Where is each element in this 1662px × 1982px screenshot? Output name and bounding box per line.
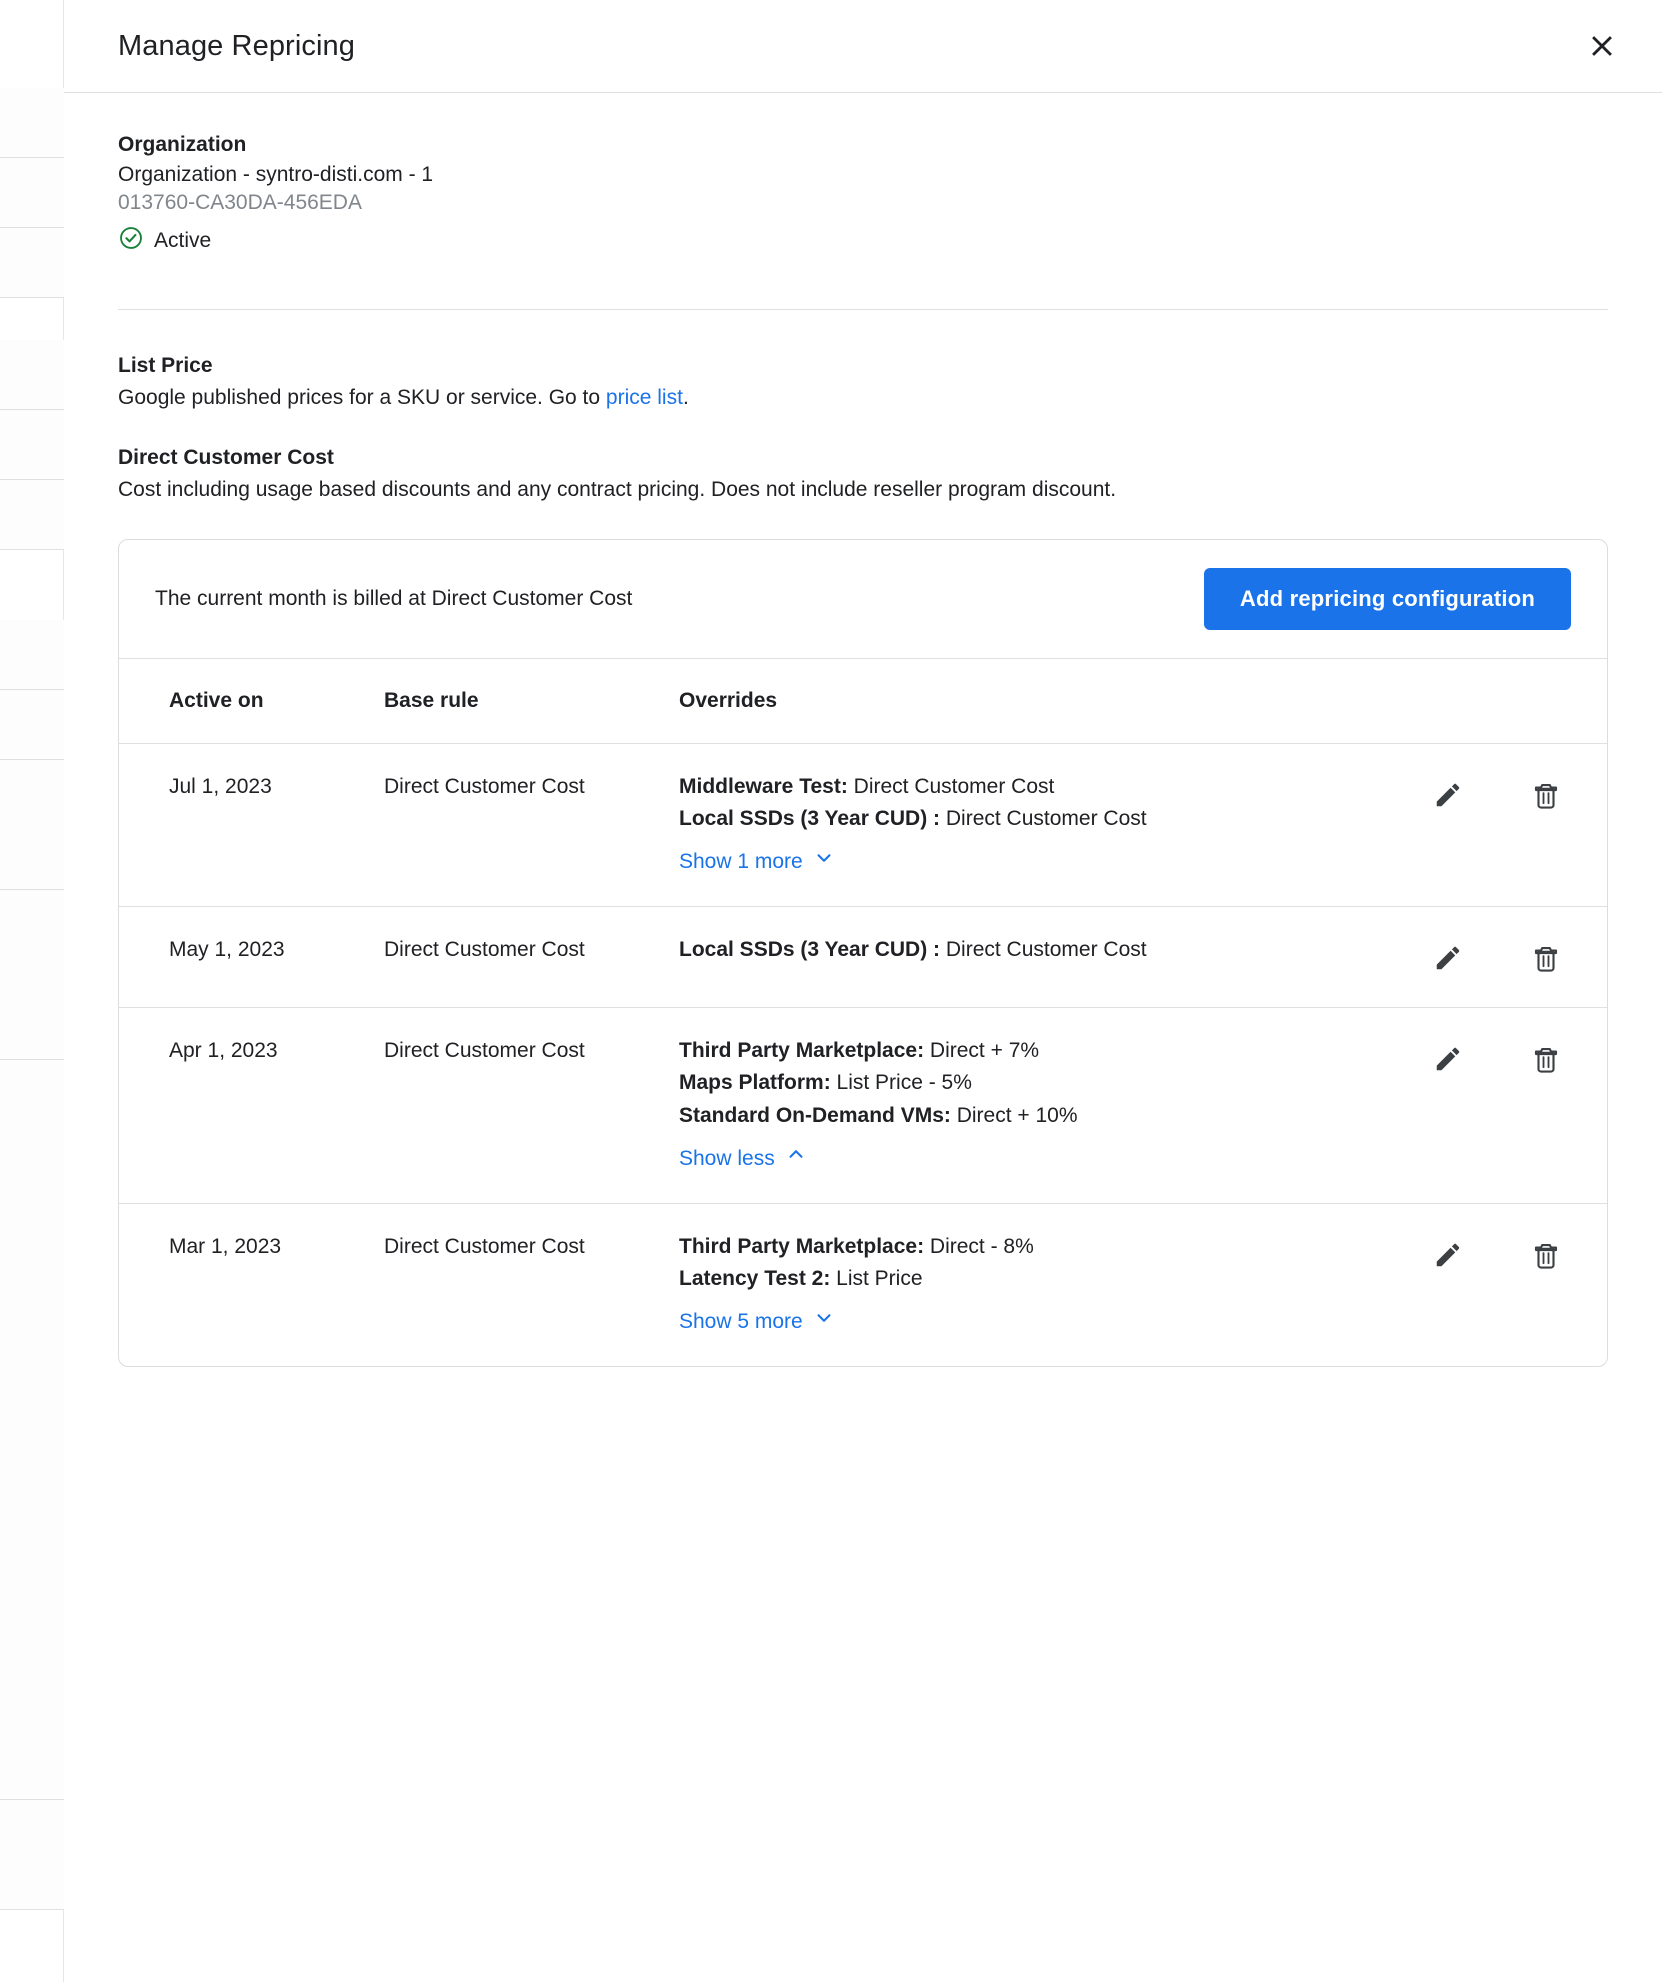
show-more-label: Show 1 more [679,850,803,874]
repricing-table [119,659,1607,1366]
override-item [679,1036,1357,1066]
backdrop-rows [0,0,64,1982]
override-label: Local SSDs (3 Year CUD) : [679,807,941,831]
list-price-description [118,384,1608,412]
override-value: List Price - 5% [830,1071,972,1095]
override-label: Third Party Marketplace: [679,1234,925,1258]
cell-overrides [679,1203,1357,1366]
override-item [679,935,1357,965]
check-circle-icon [118,225,144,257]
show-less-label: Show less [679,1146,775,1170]
table-body [119,743,1607,1366]
table-row [119,907,1607,1008]
override-item [679,1068,1357,1098]
page-title: Manage Repricing [118,29,355,62]
price-list-link[interactable]: price list [605,386,683,409]
cell-active-on: Apr 1, 2023 [169,1039,278,1062]
override-value: Direct + 7% [924,1039,1040,1062]
backdrop-row [0,760,64,890]
list-price-description-suffix: . [682,386,689,409]
organization-label: Organization [118,133,247,156]
billing-notice: The current month is billed at Direct Customer Cost [155,586,633,610]
show-less-toggle[interactable] [679,1143,807,1174]
cell-overrides [679,1008,1357,1204]
trash-icon[interactable] [1525,1234,1567,1276]
override-value: Direct - 8% [924,1234,1034,1258]
organization-section [118,133,1608,257]
list-price-title: List Price [118,354,213,377]
override-item [679,772,1357,802]
column-header-overrides: Overrides [679,688,778,712]
override-label: Latency Test 2: [679,1267,831,1291]
override-item [679,1101,1357,1131]
cell-active-on: Jul 1, 2023 [169,774,272,798]
trash-icon[interactable] [1525,774,1567,816]
backdrop-row [0,690,64,760]
cell-overrides [679,907,1357,1008]
trash-icon[interactable] [1525,937,1567,979]
override-value: Direct + 10% [950,1103,1078,1127]
override-value: Direct Customer Cost [940,807,1147,831]
override-label: Middleware Test: [679,774,848,798]
status-badge [118,225,1608,257]
show-more-label: Show 5 more [679,1310,803,1334]
backdrop-row [0,480,64,550]
cell-active-on: Mar 1, 2023 [169,1234,282,1258]
section-divider [118,309,1608,310]
dialog-body [64,93,1662,1367]
repricing-card [118,539,1608,1367]
direct-customer-cost-title: Direct Customer Cost [118,446,334,470]
cell-base-rule: Direct Customer Cost [384,938,585,961]
cell-actions [1357,743,1607,906]
table-row [119,743,1607,906]
table-row [119,1203,1607,1366]
override-label: Maps Platform: [679,1071,831,1095]
cell-base-rule: Direct Customer Cost [384,1039,585,1062]
pencil-icon[interactable] [1427,937,1469,979]
cell-overrides [679,743,1357,906]
dialog-header [64,0,1662,93]
cell-base-rule: Direct Customer Cost [384,1234,585,1258]
backdrop-row [0,410,64,480]
add-repricing-configuration-button[interactable]: Add repricing configuration [1204,568,1571,630]
direct-customer-cost-description: Cost including usage based discounts and any contract pricing. Does not include reseller program discount. [118,478,1117,502]
pencil-icon[interactable] [1427,1234,1469,1276]
override-item [679,804,1357,834]
cell-actions [1357,1008,1607,1204]
show-more-toggle[interactable] [679,1307,835,1338]
close-icon[interactable] [1576,20,1628,72]
override-label: Standard On-Demand VMs: [679,1103,951,1127]
table-row [119,1008,1607,1204]
override-item [679,1232,1357,1262]
backdrop-row [0,1060,64,1800]
direct-customer-cost-section [118,446,1608,504]
cell-base-rule: Direct Customer Cost [384,774,585,798]
chevron-down-icon [813,847,835,878]
trash-icon[interactable] [1525,1038,1567,1080]
organization-id: 013760-CA30DA-456EDA [118,191,362,214]
chevron-up-icon [785,1143,807,1174]
override-value: List Price [830,1267,923,1291]
page-backdrop [0,0,64,1982]
organization-name: Organization - syntro-disti.com - 1 [118,163,434,186]
cell-actions [1357,907,1607,1008]
backdrop-row [0,1800,64,1910]
column-header-base-rule: Base rule [384,688,479,712]
pencil-icon[interactable] [1427,1038,1469,1080]
chevron-down-icon [813,1307,835,1338]
manage-repricing-dialog [64,0,1662,1982]
backdrop-row [0,620,64,690]
backdrop-row [0,890,64,1060]
cell-actions [1357,1203,1607,1366]
backdrop-row [0,228,64,298]
backdrop-row [0,158,64,228]
override-value: Direct Customer Cost [940,938,1147,961]
override-label: Third Party Marketplace: [679,1039,925,1062]
show-more-toggle[interactable] [679,847,835,878]
override-item [679,1264,1357,1294]
list-price-description-prefix: Google published prices for a SKU or service. Go to [118,386,606,409]
cell-active-on: May 1, 2023 [169,938,285,961]
override-label: Local SSDs (3 Year CUD) : [679,938,941,961]
table-header [119,659,1607,744]
status-text: Active [154,229,212,252]
pencil-icon[interactable] [1427,774,1469,816]
list-price-section [118,354,1608,412]
backdrop-row [0,88,64,158]
backdrop-row [0,340,64,410]
column-header-active-on: Active on [169,688,264,712]
card-toolbar [119,540,1607,659]
column-header-actions [1357,659,1607,744]
override-value: Direct Customer Cost [847,774,1055,798]
